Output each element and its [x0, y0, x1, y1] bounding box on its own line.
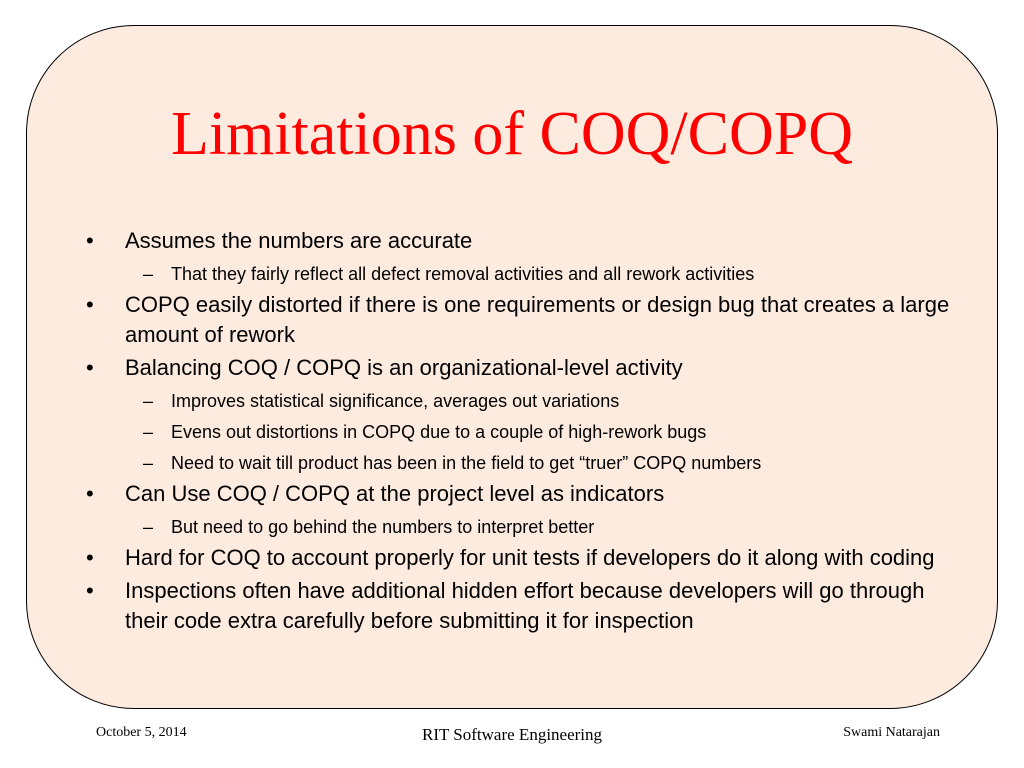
bullet-text: Can Use COQ / COPQ at the project level as indicators [125, 481, 665, 506]
sub-bullet-text: But need to go behind the numbers to interpret better [171, 517, 595, 537]
sub-bullet-text: Improves statistical significance, averages out variations [171, 391, 620, 411]
bullet-marker: • [86, 481, 94, 506]
sub-bullet-text: Evens out distortions in COPQ due to a couple of high-rework bugs [171, 422, 707, 442]
sub-bullet-marker: – [143, 264, 154, 284]
bullet-item [82, 479, 962, 509]
sub-bullet-item [82, 388, 962, 414]
bullet-marker: • [86, 228, 94, 253]
bullet-list [82, 226, 962, 636]
bullet-item [82, 226, 962, 256]
bullet-marker: • [86, 292, 94, 317]
sub-bullet-text: Need to wait till product has been in the field to get “truer” COPQ numbers [171, 453, 762, 473]
sub-bullet-marker: – [143, 453, 154, 473]
bullet-item [82, 543, 962, 573]
bullet-text: Hard for COQ to account properly for unit tests if developers do it along with coding [125, 545, 935, 570]
bullet-item [82, 576, 962, 636]
sub-bullet-item [82, 514, 962, 540]
sub-bullet-marker: – [143, 422, 154, 442]
footer-author: Swami Natarajan [843, 725, 940, 740]
bullet-text: Assumes the numbers are accurate [125, 228, 473, 253]
sub-bullet-marker: – [143, 517, 154, 537]
bullet-marker: • [86, 578, 94, 603]
bullet-marker: • [86, 355, 94, 380]
footer-date: October 5, 2014 [96, 725, 187, 740]
sub-bullet-marker: – [143, 391, 154, 411]
sub-bullet-item [82, 450, 962, 476]
bullet-item [82, 290, 962, 350]
bullet-text: Inspections often have additional hidden effort because developers will go through their code extra carefully before submitting it for inspection [125, 578, 925, 633]
bullet-item [82, 353, 962, 383]
slide-title: Limitations of COQ/COPQ [170, 100, 854, 168]
bullet-text: COPQ easily distorted if there is one requirements or design bug that creates a large amount of rework [125, 292, 950, 347]
sub-bullet-text: That they fairly reflect all defect removal activities and all rework activities [171, 264, 755, 284]
bullet-marker: • [86, 545, 94, 570]
bullet-text: Balancing COQ / COPQ is an organizational-level activity [125, 355, 683, 380]
sub-bullet-item [82, 419, 962, 445]
sub-bullet-item [82, 261, 962, 287]
footer-center-text: RIT Software Engineering [421, 725, 603, 744]
